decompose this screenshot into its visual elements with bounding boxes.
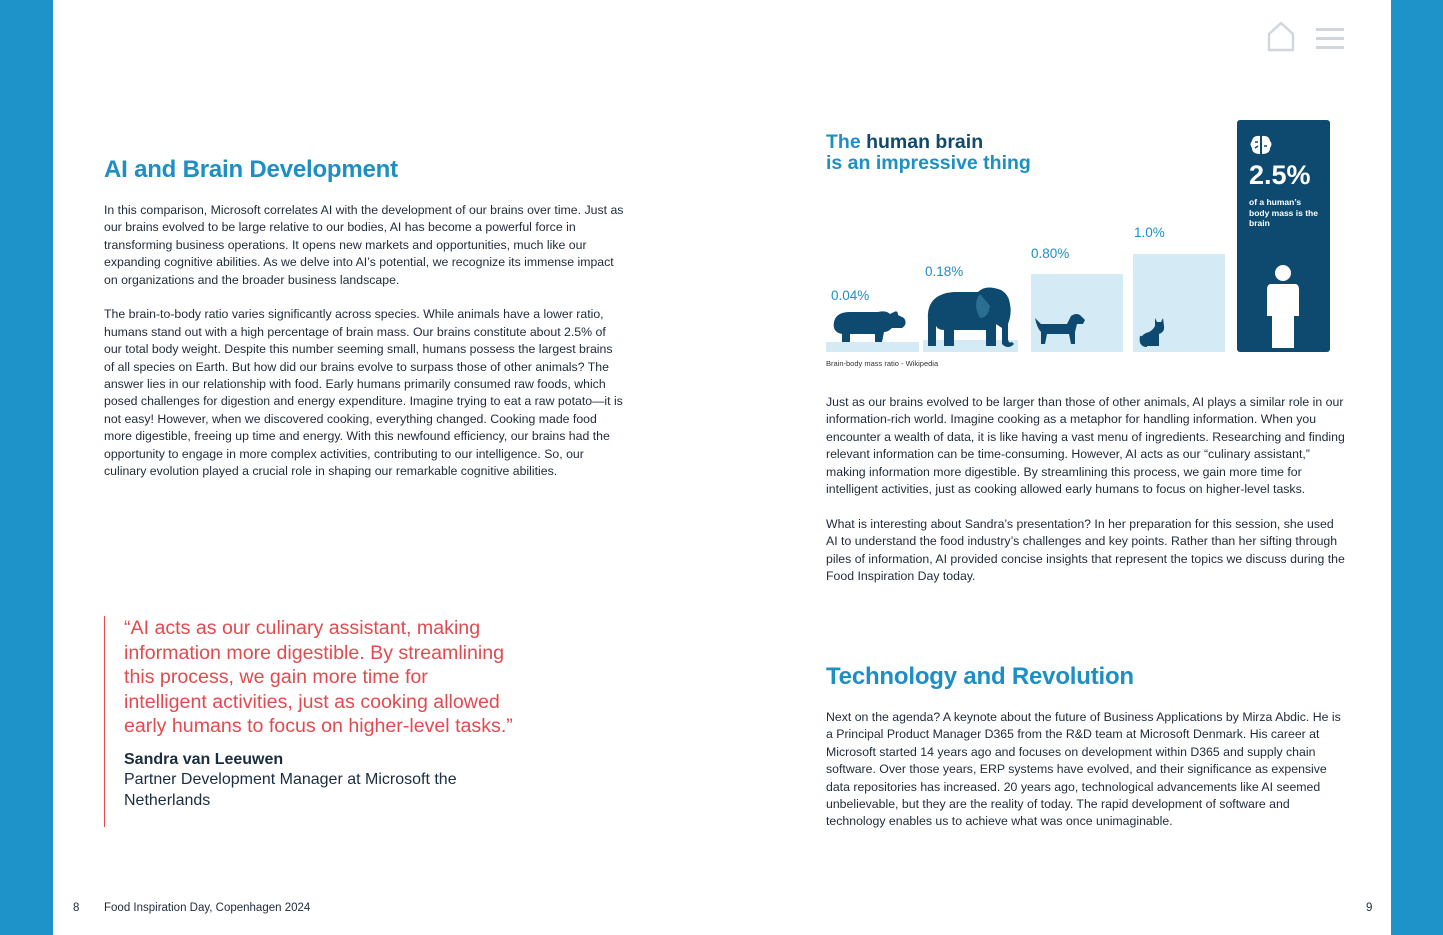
section-heading-ai-brain: AI and Brain Development [104,156,398,183]
right-edge-band [1391,0,1443,935]
human-highlight-box [1237,120,1330,352]
elephant-icon [924,284,1016,348]
human-percentage: 2.5% [1249,160,1311,190]
right-paragraph-3: Next on the agenda? A keynote about the future of Business Applications by Mirza Abdic. He is a Principal Product Manager D365 from the R&D team at Microsoft Denmark. His career at Microsoft started 14 years ago and focuses on development within D365 and supply chain software. Over those years, ERP systems have evolved, and their significance as expensive data repositories has increased. 20 years ago, technological advancements like AI seemed unbelievable, but they are the reality of today. The rapid development of software and technology enables us to achieve what was once unimaginable. [826,710,1341,829]
infographic-source: Brain-body mass ratio - Wikipedia [826,359,939,368]
brain-icon [1249,134,1273,156]
bar-label-cat: 1.0% [1134,225,1165,240]
human-icon [1266,264,1300,350]
title-part-1: The [826,131,867,153]
bar-label-dog: 0.80% [1031,246,1070,261]
infographic-title [826,132,1031,174]
page-number-left: 8 [73,902,80,914]
footer-event-name: Food Inspiration Day, Copenhagen 2024 [104,902,311,914]
left-paragraph-1: In this comparison, Microsoft correlates AI with the development of our brains over time. Just as our brains evolved to be large relative to our bodies, AI has become a powerful force in transforming business operations. It opens new markets and opportunities, much like our expanding cognitive abilities. As we delve into AI’s potential, we recognize its immense impact on organizations and the broader business landscape. [104,203,624,287]
cat-icon [1139,316,1165,348]
section-heading-technology: Technology and Revolution [826,663,1134,690]
dog-icon [1033,312,1087,346]
quote-author-name: Sandra van Leeuwen [124,750,284,768]
title-part-2: human brain [866,131,984,153]
left-edge-band [0,0,53,935]
title-line-2: is an impressive thing [826,152,1031,174]
bar-label-elephant: 0.18% [925,264,964,279]
right-paragraph-1: Just as our brains evolved to be larger than those of other animals, AI plays a similar role in our information-rich world. Imagine cooking as a metaphor for handling information. When you encounter a wealth of data, it is like having a vast menu of ingredients. Researching and finding relevant information can be time-consuming. However, AI acts as our “culinary assistant,” making information more digestible. By streamlining this process, we gain more time for intelligent activities, just as cooking allowed early humans to focus on higher-level tasks. [826,395,1345,497]
quote-text: “AI acts as our culinary assistant, making information more digestible. By streamlining this process, we gain more time for intelligent activities, just as cooking allowed early humans to focus on higher-level tasks.” [124,617,513,737]
menu-icon[interactable] [1316,26,1344,50]
right-body-text-2 [826,709,1346,848]
bar-label-hippo: 0.04% [831,288,870,303]
hippo-icon [828,306,908,344]
quote-author-role: Partner Development Manager at Microsoft the Netherlands [124,770,457,809]
left-paragraph-2: The brain-to-body ratio varies significantly across species. While animals have a lower ratio, humans stand out with a high percentage of brain mass. Our brains constitute about 2.5% of our total body weight. Despite this number seeming small, humans possess the largest brains of all species on Earth. But how did our brains evolve to surpass those of other animals? The answer lies in our relationship with food. Early humans primarily consumed raw foods, which posed challenges for digestion and energy expenditure. Imagine trying to eat a raw potato—it is not easy! However, when we discovered cooking, everything changed. Cooking made food more digestible, freeing up time and energy. With this newfound efficiency, our brains had the opportunity to engage in more complex activities, contributing to our intelligence. So, our culinary evolution played a crucial role in shaping our remarkable cognitive abilities. [104,307,623,479]
right-paragraph-2: What is interesting about Sandra’s presentation? In her preparation for this session, she used AI to understand the food industry’s challenges and key points. Rather than her sifting through piles of information, AI provided concise insights that represent the topics we discuss during the Food Inspiration Day today. [826,516,1345,584]
human-caption: of a human’s body mass is the brain [1249,197,1318,228]
nav-icons [1262,20,1347,56]
page-number-right: 9 [1366,902,1373,914]
brain-mass-infographic [826,118,1336,368]
left-body-text [104,202,624,498]
home-icon[interactable] [1266,20,1296,52]
pull-quote [104,616,514,827]
right-body-text [826,394,1346,603]
